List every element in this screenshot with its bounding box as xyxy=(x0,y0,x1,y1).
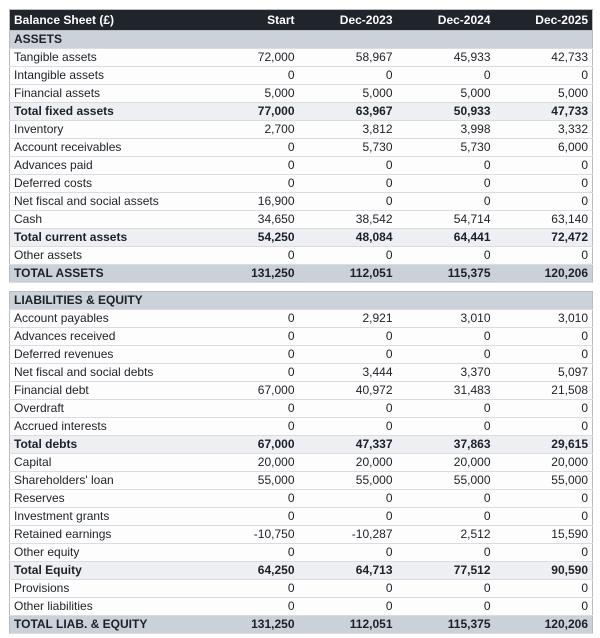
cell-value: 0 xyxy=(495,580,593,598)
row-label: Financial debt xyxy=(10,382,201,400)
cell-value: 0 xyxy=(495,328,593,346)
cell-value: 77,512 xyxy=(397,562,495,580)
row-label: Shareholders' loan xyxy=(10,472,201,490)
cell-value: 50,933 xyxy=(397,103,495,121)
cell-value: 0 xyxy=(201,580,299,598)
row-label: TOTAL ASSETS xyxy=(10,265,201,283)
cell-value: 55,000 xyxy=(397,472,495,490)
row-label: Other liabilities xyxy=(10,598,201,616)
cell-value: 72,000 xyxy=(201,49,299,67)
cell-value: 115,375 xyxy=(397,616,495,634)
row-label: Intangible assets xyxy=(10,67,201,85)
cell-value: 54,250 xyxy=(201,229,299,247)
table-row xyxy=(10,67,593,85)
table-row xyxy=(10,193,593,211)
row-label: Capital xyxy=(10,454,201,472)
row-label: TOTAL LIAB. & EQUITY xyxy=(10,616,201,634)
table-row xyxy=(10,121,593,139)
cell-value: 0 xyxy=(495,418,593,436)
cell-value: 0 xyxy=(299,580,397,598)
cell-value: 131,250 xyxy=(201,616,299,634)
section-spacer xyxy=(9,283,592,291)
cell-value: 3,010 xyxy=(397,310,495,328)
cell-value: 0 xyxy=(201,157,299,175)
cell-value: 54,714 xyxy=(397,211,495,229)
cell-value: 0 xyxy=(201,490,299,508)
row-label: Deferred revenues xyxy=(10,346,201,364)
cell-value: 0 xyxy=(299,328,397,346)
table-row xyxy=(10,472,593,490)
table-row xyxy=(10,598,593,616)
cell-value: 0 xyxy=(397,580,495,598)
cell-value: 0 xyxy=(495,67,593,85)
row-label: Retained earnings xyxy=(10,526,201,544)
cell-value: 72,472 xyxy=(495,229,593,247)
table-row xyxy=(10,490,593,508)
cell-value: 3,332 xyxy=(495,121,593,139)
row-label: Total fixed assets xyxy=(10,103,201,121)
row-label: Other equity xyxy=(10,544,201,562)
row-label: Other assets xyxy=(10,247,201,265)
table-row xyxy=(10,436,593,454)
cell-value: 115,375 xyxy=(397,265,495,283)
cell-value: 0 xyxy=(299,175,397,193)
row-label: Tangible assets xyxy=(10,49,201,67)
cell-value: 3,444 xyxy=(299,364,397,382)
table-row xyxy=(10,562,593,580)
balance-sheet-table-liabilities xyxy=(9,291,593,634)
cell-value: 0 xyxy=(299,157,397,175)
cell-value: 64,441 xyxy=(397,229,495,247)
table-row xyxy=(10,580,593,598)
cell-value: 0 xyxy=(201,247,299,265)
table-row xyxy=(10,328,593,346)
cell-value: 0 xyxy=(201,175,299,193)
row-label: Accrued interests xyxy=(10,418,201,436)
cell-value: 0 xyxy=(397,247,495,265)
cell-value: 0 xyxy=(397,544,495,562)
cell-value: 0 xyxy=(201,598,299,616)
table-row xyxy=(10,544,593,562)
row-label: Cash xyxy=(10,211,201,229)
cell-value: 45,933 xyxy=(397,49,495,67)
cell-value: 0 xyxy=(201,67,299,85)
row-label: Investment grants xyxy=(10,508,201,526)
row-label: Financial assets xyxy=(10,85,201,103)
cell-value: 6,000 xyxy=(495,139,593,157)
cell-value: 0 xyxy=(201,139,299,157)
cell-value: 40,972 xyxy=(299,382,397,400)
cell-value: 0 xyxy=(299,400,397,418)
cell-value: 2,921 xyxy=(299,310,397,328)
cell-value: 0 xyxy=(201,310,299,328)
balance-sheet-table-assets xyxy=(9,9,593,283)
cell-value: 5,000 xyxy=(299,85,397,103)
cell-value: 0 xyxy=(201,346,299,364)
cell-value: 0 xyxy=(299,247,397,265)
row-label: Account receivables xyxy=(10,139,201,157)
cell-value: 3,812 xyxy=(299,121,397,139)
row-label: Reserves xyxy=(10,490,201,508)
row-label: Total Equity xyxy=(10,562,201,580)
section-title: LIABILITIES & EQUITY xyxy=(10,292,593,310)
cell-value: 0 xyxy=(201,328,299,346)
cell-value: 67,000 xyxy=(201,436,299,454)
table-row xyxy=(10,616,593,634)
cell-value: 0 xyxy=(495,544,593,562)
column-header-start: Start xyxy=(201,10,299,31)
cell-value: 48,084 xyxy=(299,229,397,247)
cell-value: 38,542 xyxy=(299,211,397,229)
cell-value: 63,140 xyxy=(495,211,593,229)
cell-value: 0 xyxy=(495,247,593,265)
cell-value: 37,863 xyxy=(397,436,495,454)
table-row xyxy=(10,229,593,247)
cell-value: 0 xyxy=(201,508,299,526)
cell-value: 29,615 xyxy=(495,436,593,454)
cell-value: 31,483 xyxy=(397,382,495,400)
table-row xyxy=(10,418,593,436)
cell-value: 0 xyxy=(299,598,397,616)
cell-value: 5,000 xyxy=(397,85,495,103)
cell-value: 42,733 xyxy=(495,49,593,67)
table-row xyxy=(10,364,593,382)
cell-value: 0 xyxy=(397,157,495,175)
cell-value: 20,000 xyxy=(299,454,397,472)
cell-value: 112,051 xyxy=(299,265,397,283)
cell-value: 0 xyxy=(397,67,495,85)
cell-value: 3,010 xyxy=(495,310,593,328)
cell-value: 0 xyxy=(201,544,299,562)
cell-value: 34,650 xyxy=(201,211,299,229)
cell-value: 47,733 xyxy=(495,103,593,121)
table-row xyxy=(10,382,593,400)
table-row xyxy=(10,454,593,472)
table-header-row xyxy=(10,10,593,31)
row-label: Net fiscal and social assets xyxy=(10,193,201,211)
row-label: Inventory xyxy=(10,121,201,139)
cell-value: 77,000 xyxy=(201,103,299,121)
row-label: Deferred costs xyxy=(10,175,201,193)
cell-value: 0 xyxy=(397,418,495,436)
table-row xyxy=(10,310,593,328)
row-label: Net fiscal and social debts xyxy=(10,364,201,382)
cell-value: 0 xyxy=(495,598,593,616)
cell-value: 0 xyxy=(495,175,593,193)
table-title: Balance Sheet (£) xyxy=(10,10,201,31)
cell-value: 0 xyxy=(495,346,593,364)
cell-value: -10,287 xyxy=(299,526,397,544)
table-row xyxy=(10,157,593,175)
cell-value: 0 xyxy=(397,400,495,418)
table-row xyxy=(10,508,593,526)
column-header-dec2024: Dec-2024 xyxy=(397,10,495,31)
cell-value: 2,512 xyxy=(397,526,495,544)
cell-value: 5,000 xyxy=(201,85,299,103)
cell-value: 131,250 xyxy=(201,265,299,283)
cell-value: 120,206 xyxy=(495,265,593,283)
cell-value: 112,051 xyxy=(299,616,397,634)
section-header-row xyxy=(10,31,593,49)
cell-value: 16,900 xyxy=(201,193,299,211)
cell-value: 0 xyxy=(299,418,397,436)
cell-value: 0 xyxy=(397,508,495,526)
table-row xyxy=(10,139,593,157)
row-label: Advances received xyxy=(10,328,201,346)
table-row xyxy=(10,103,593,121)
cell-value: 63,967 xyxy=(299,103,397,121)
cell-value: 47,337 xyxy=(299,436,397,454)
cell-value: 58,967 xyxy=(299,49,397,67)
cell-value: 0 xyxy=(495,193,593,211)
row-label: Overdraft xyxy=(10,400,201,418)
cell-value: 0 xyxy=(397,598,495,616)
section-header-row xyxy=(10,292,593,310)
balance-sheet-report xyxy=(9,9,592,634)
cell-value: 15,590 xyxy=(495,526,593,544)
table-row xyxy=(10,49,593,67)
cell-value: 55,000 xyxy=(201,472,299,490)
cell-value: 0 xyxy=(495,400,593,418)
cell-value: 0 xyxy=(397,490,495,508)
cell-value: 0 xyxy=(397,346,495,364)
cell-value: 0 xyxy=(299,490,397,508)
column-header-dec2023: Dec-2023 xyxy=(299,10,397,31)
cell-value: 0 xyxy=(201,364,299,382)
cell-value: 55,000 xyxy=(299,472,397,490)
cell-value: 0 xyxy=(495,490,593,508)
cell-value: 20,000 xyxy=(397,454,495,472)
table-row xyxy=(10,211,593,229)
cell-value: 0 xyxy=(299,193,397,211)
cell-value: 0 xyxy=(201,418,299,436)
cell-value: 0 xyxy=(201,400,299,418)
cell-value: 0 xyxy=(299,508,397,526)
table-row xyxy=(10,526,593,544)
cell-value: 120,206 xyxy=(495,616,593,634)
row-label: Total current assets xyxy=(10,229,201,247)
cell-value: 3,998 xyxy=(397,121,495,139)
cell-value: 2,700 xyxy=(201,121,299,139)
cell-value: 0 xyxy=(299,67,397,85)
cell-value: -10,750 xyxy=(201,526,299,544)
cell-value: 5,000 xyxy=(495,85,593,103)
cell-value: 3,370 xyxy=(397,364,495,382)
cell-value: 0 xyxy=(299,544,397,562)
cell-value: 21,508 xyxy=(495,382,593,400)
row-label: Total debts xyxy=(10,436,201,454)
cell-value: 67,000 xyxy=(201,382,299,400)
cell-value: 0 xyxy=(299,346,397,364)
table-row xyxy=(10,400,593,418)
cell-value: 55,000 xyxy=(495,472,593,490)
cell-value: 20,000 xyxy=(495,454,593,472)
table-row xyxy=(10,175,593,193)
section-title: ASSETS xyxy=(10,31,593,49)
row-label: Account payables xyxy=(10,310,201,328)
cell-value: 0 xyxy=(495,508,593,526)
table-row xyxy=(10,265,593,283)
table-row xyxy=(10,85,593,103)
cell-value: 20,000 xyxy=(201,454,299,472)
table-row xyxy=(10,346,593,364)
table-row xyxy=(10,247,593,265)
cell-value: 64,713 xyxy=(299,562,397,580)
cell-value: 5,730 xyxy=(397,139,495,157)
cell-value: 0 xyxy=(495,157,593,175)
cell-value: 5,730 xyxy=(299,139,397,157)
row-label: Provisions xyxy=(10,580,201,598)
cell-value: 0 xyxy=(397,193,495,211)
cell-value: 5,097 xyxy=(495,364,593,382)
cell-value: 0 xyxy=(397,328,495,346)
cell-value: 64,250 xyxy=(201,562,299,580)
column-header-dec2025: Dec-2025 xyxy=(495,10,593,31)
cell-value: 90,590 xyxy=(495,562,593,580)
row-label: Advances paid xyxy=(10,157,201,175)
cell-value: 0 xyxy=(397,175,495,193)
